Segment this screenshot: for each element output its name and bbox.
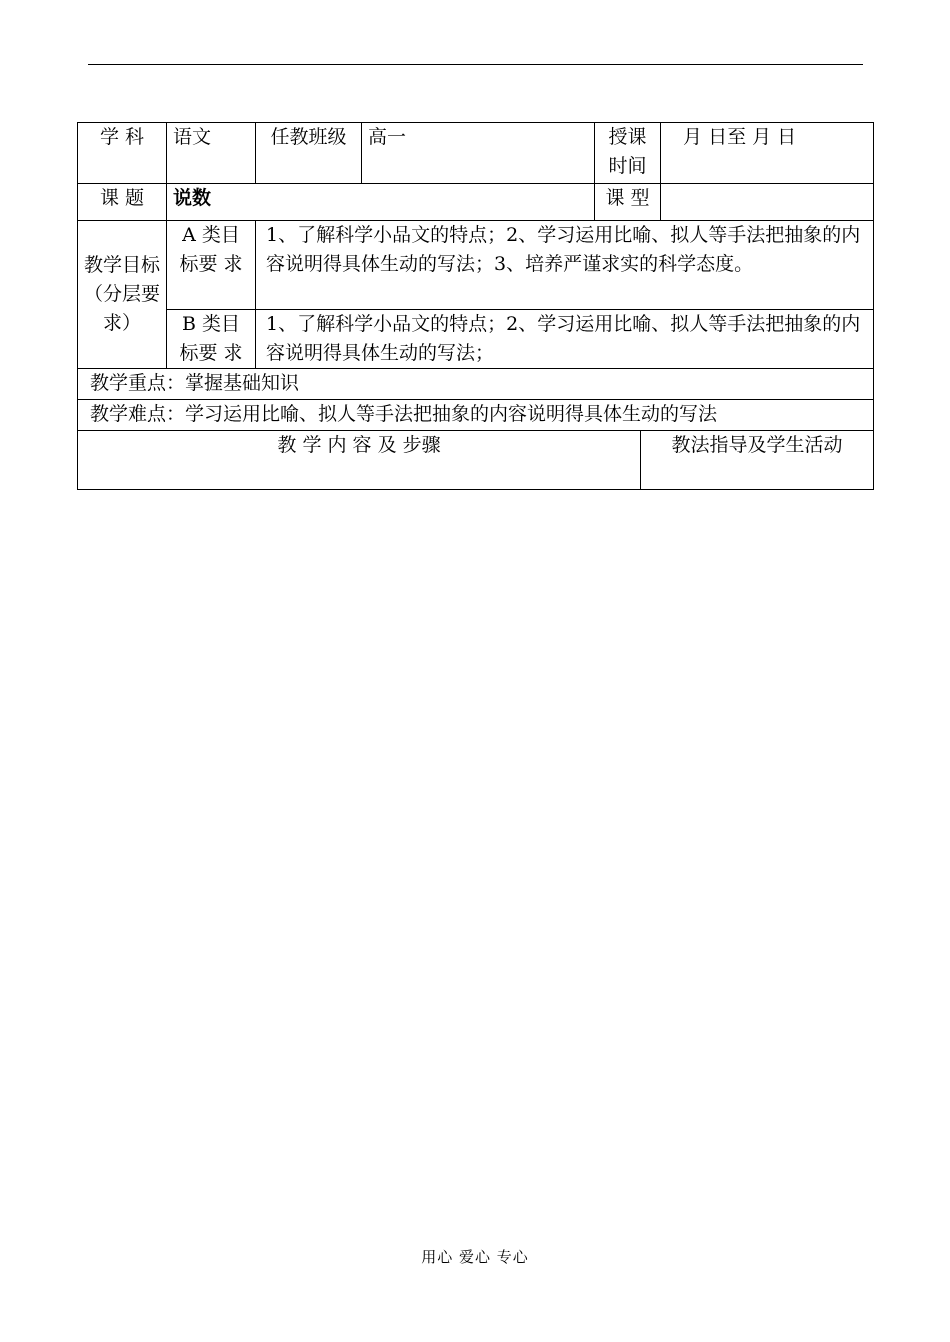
- columns-row: [78, 431, 874, 490]
- topic-row: [78, 184, 874, 221]
- goal-b-row: [78, 310, 874, 369]
- method-activity-heading: 教法指导及学生活动: [641, 431, 874, 490]
- subject-value: 语文: [167, 123, 256, 184]
- key-point-text: 教学重点：掌握基础知识: [78, 369, 874, 400]
- lesson-plan-table: [77, 122, 874, 490]
- goal-b-text: 1、了解科学小品文的特点；2、学习运用比喻、拟人等手法把抽象的内容说明得具体生动的写法；: [256, 310, 874, 369]
- type-label: 课 型: [595, 184, 661, 221]
- time-label: 授课时间: [595, 123, 661, 184]
- type-value: [661, 184, 874, 221]
- difficulty-text: 教学难点：学习运用比喻、拟人等手法把抽象的内容说明得具体生动的写法: [78, 400, 874, 431]
- header-rule: [88, 64, 863, 65]
- header-row: [78, 123, 874, 184]
- class-value: 高一: [362, 123, 595, 184]
- key-point-row: [78, 369, 874, 400]
- topic-label: 课 题: [78, 184, 167, 221]
- difficulty-row: [78, 400, 874, 431]
- goal-a-row: [78, 221, 874, 310]
- page-footer: 用心 爱心 专心: [421, 1248, 529, 1266]
- goals-label: 教学目标（分层要求）: [78, 221, 167, 369]
- subject-label: 学 科: [78, 123, 167, 184]
- goal-a-text: 1、了解科学小品文的特点；2、学习运用比喻、拟人等手法把抽象的内容说明得具体生动的写法；3、培养严谨求实的科学态度。: [256, 221, 874, 310]
- class-label: 任教班级: [256, 123, 362, 184]
- time-value: 月 日至 月 日: [661, 123, 874, 184]
- goal-a-label: A 类目标要 求: [167, 221, 256, 310]
- topic-value: 说数: [167, 184, 595, 221]
- content-steps-heading: 教 学 内 容 及 步骤: [78, 431, 641, 490]
- goal-b-label: B 类目标要 求: [167, 310, 256, 369]
